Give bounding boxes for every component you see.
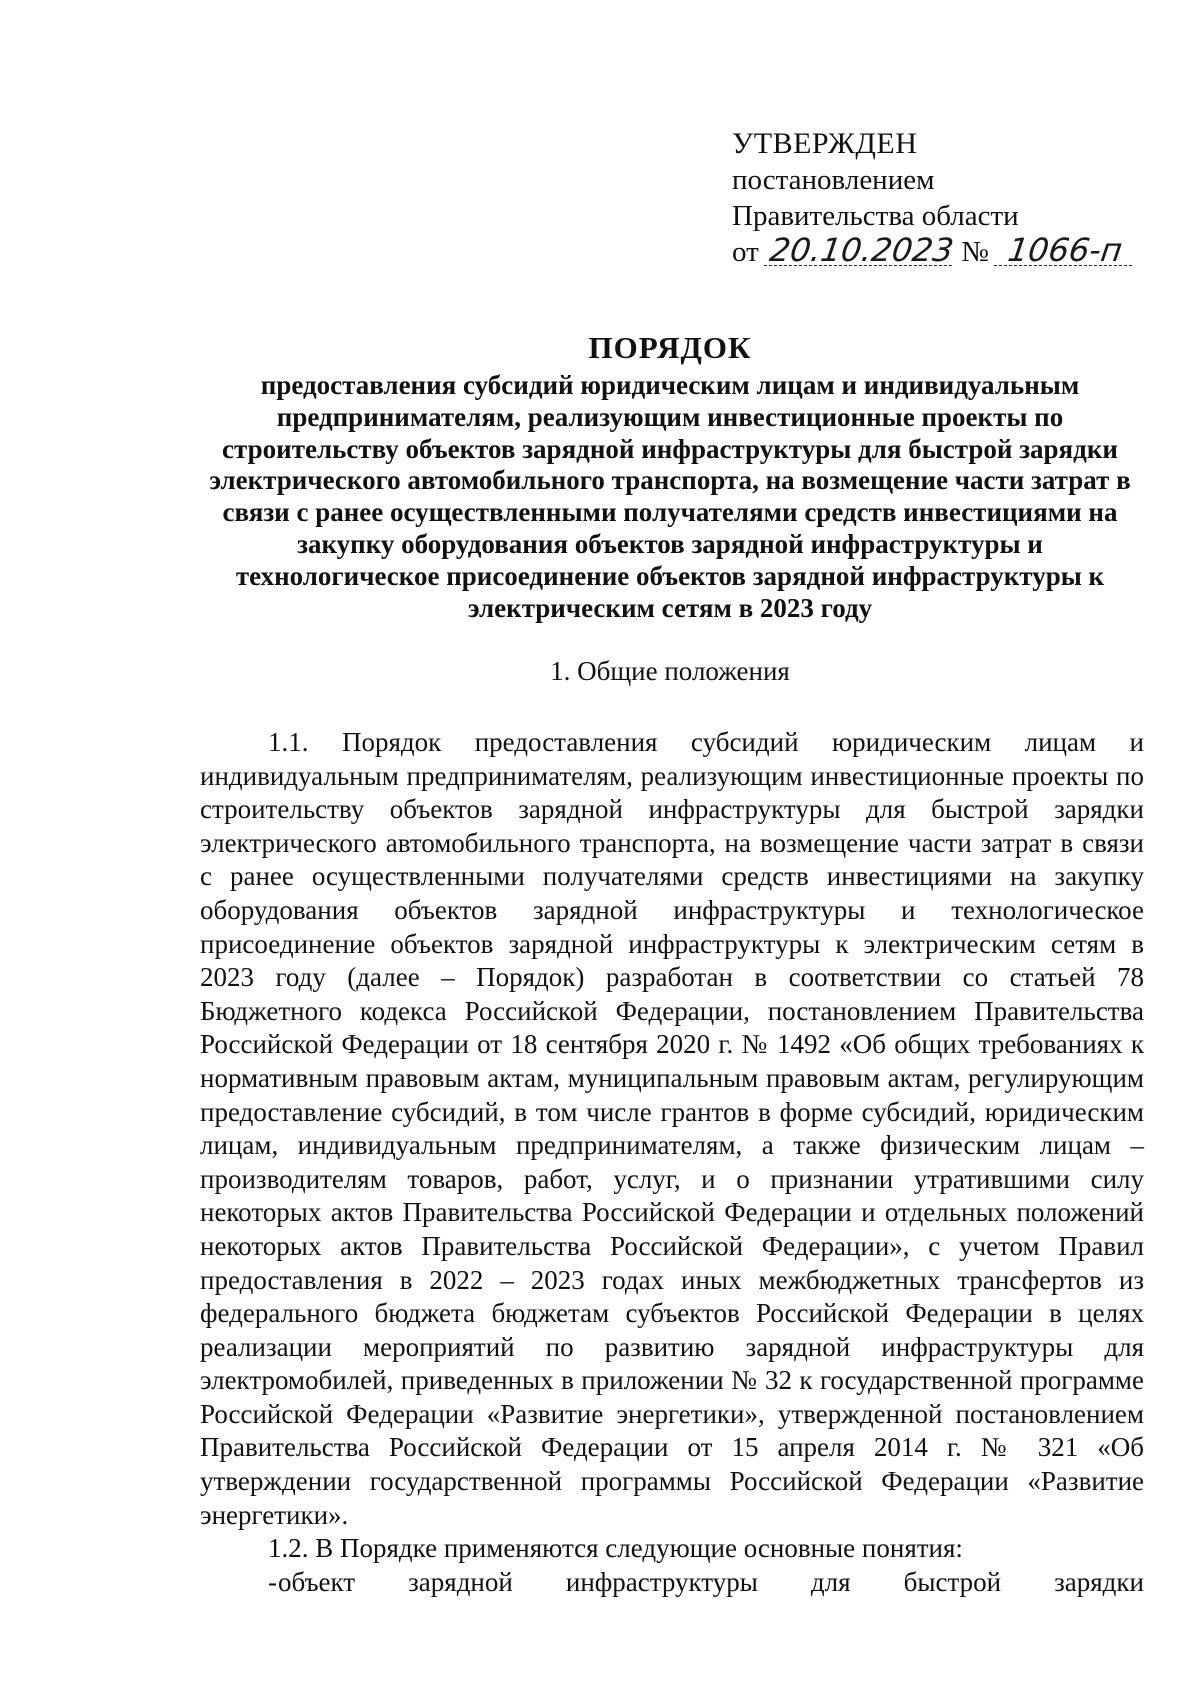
document-body bbox=[200, 726, 1144, 1599]
approval-number-label: № bbox=[961, 236, 989, 268]
definition-word: инфраструктуры bbox=[565, 1566, 758, 1597]
approval-stamp: УТВЕРЖДЕН bbox=[732, 127, 918, 160]
approval-from-label: от bbox=[732, 236, 759, 268]
approval-date: 20.10.2023 bbox=[764, 235, 956, 266]
definition-word: быстрой bbox=[903, 1566, 1002, 1597]
document-title: ПОРЯДОК bbox=[588, 330, 752, 365]
definition-word: зарядной bbox=[408, 1566, 513, 1597]
definition-word: зарядки bbox=[1054, 1566, 1144, 1597]
definition-word: для bbox=[810, 1566, 851, 1597]
document-subtitle: предоставления субсидий юридическим лицам и индивидуальным предпринимателям, реализующим инвестиционные проекты по строительству объектов зарядной инфраструктуры для быстрой зарядки электрического автомобильного транспорта, на возмещение части затрат в связи с ранее осуществленными получателями средств инвестициями на закупку оборудования объектов зарядной инфраструктуры и технологическое присоединение объектов зарядной инфраструктуры к электрическим сетям в 2023 году bbox=[209, 370, 1131, 623]
approval-block bbox=[732, 126, 1134, 270]
approval-date-line bbox=[732, 231, 1134, 270]
approval-line-2: Правительства области bbox=[732, 200, 1019, 232]
paragraph-1-1: 1.1. Порядок предоставления субсидий юридическим лицам и индивидуальным предпринимателям, реализующим инвестиционные проекты по строительству объектов зарядной инфраструктуры для быстрой зарядки электрического автомобильного транспорта, на возмещение части затрат в связи с ранее осуществленными получателями средств инвестициями на закупку оборудования объектов зарядной инфраструктуры и технологическое присоединение объектов зарядной инфраструктуры к электрическим сетям в 2023 году (далее – Порядок) разработан в соответствии со статьей 78 Бюджетного кодекса Российской Федерации, постановлением Правительства Российской Федерации от 18 сентября 2020 г. № 1492 «Об общих требованиях к нормативным правовым актам, муниципальным правовым актам, регулирующим предоставление субсидий, в том числе грантов в форме субсидий, юридическим лицам, индивидуальным предпринимателям, а также физическим лицам – производителям товаров, работ, услуг, и о признании утратившими силу некоторых актов Правительства Российской Федерации и отдельных положений некоторых актов Правительства Российской Федерации», с учетом Правил предоставления в 2022 – 2023 годах иных межбюджетных трансфертов из федерального бюджета бюджетам субъектов Российской Федерации в целях реализации мероприятий по развитию зарядной инфраструктуры для электромобилей, приведенных в приложении № 32 к государственной программе Российской Федерации «Развитие энергетики», утвержденной постановлением Правительства Российской Федерации от 15 апреля 2014 г. № 321 «Об утверждении государственной программы Российской Федерации «Развитие энергетики». bbox=[200, 727, 1144, 1530]
approval-line-1: постановлением bbox=[732, 164, 935, 196]
definition-list-item bbox=[200, 1566, 1144, 1600]
definition-word: объект bbox=[278, 1566, 356, 1597]
approval-number: 1066-п bbox=[994, 235, 1136, 266]
section-heading: 1. Общие положения bbox=[550, 656, 790, 686]
definition-dash: - bbox=[268, 1566, 277, 1597]
document-title-block bbox=[200, 328, 1140, 624]
paragraph-1-2: 1.2. В Порядке применяются следующие основные понятия: bbox=[268, 1533, 963, 1564]
